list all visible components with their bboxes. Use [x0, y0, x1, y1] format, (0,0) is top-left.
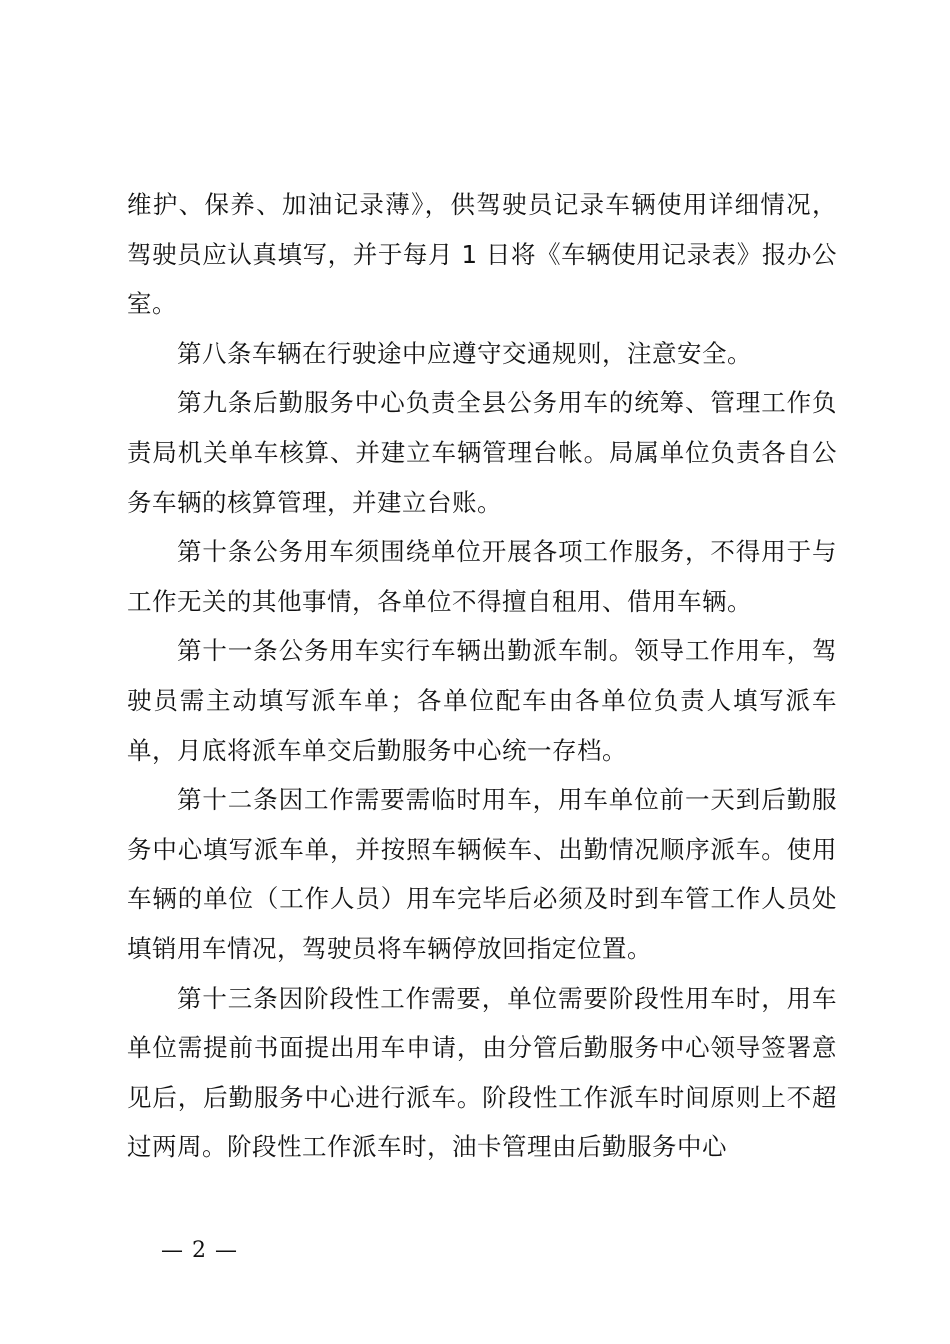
paragraph-article-8: 第八条车辆在行驶途中应遵守交通规则，注意安全。	[177, 338, 752, 368]
paragraph-article-13: 第十三条因阶段性工作需要，单位需要阶段性用车时，用车单位需提前书面提出用车申请，由分管后勤服务中心领导签署意见后，后勤服务中心进行派车。阶段性工作派车时间原则上不超过两周。阶段性工作派车时，油卡管理由后勤服务中心	[127, 983, 837, 1162]
paragraph-article-11: 第十一条公务用车实行车辆出勤派车制。领导工作用车，驾驶员需主动填写派车单；各单位配车由各单位负责人填写派车单，月底将派车单交后勤服务中心统一存档。	[127, 636, 837, 765]
page-number: — 2 —	[161, 1238, 238, 1263]
paragraph-article-9: 第九条后勤服务中心负责全县公务用车的统筹、管理工作负责局机关单车核算、并建立车辆管理台帐。局属单位负责各自公务车辆的核算管理，并建立台账。	[127, 388, 837, 517]
paragraph-1: 维护、保养、加油记录薄》，供驾驶员记录车辆使用详细情况，驾驶员应认真填写，并于每月 1 日将《车辆使用记录表》报办公室。	[127, 190, 837, 319]
document-body	[127, 180, 837, 1172]
paragraph-article-10: 第十条公务用车须围绕单位开展各项工作服务，不得用于与工作无关的其他事情，各单位不得擅自租用、借用车辆。	[127, 537, 837, 616]
paragraph-article-12: 第十二条因工作需要需临时用车，用车单位前一天到后勤服务中心填写派车单，并按照车辆候车、出勤情况顺序派车。使用车辆的单位（工作人员）用车完毕后必须及时到车管工作人员处填销用车情况，驾驶员将车辆停放回指定位置。	[127, 785, 837, 963]
